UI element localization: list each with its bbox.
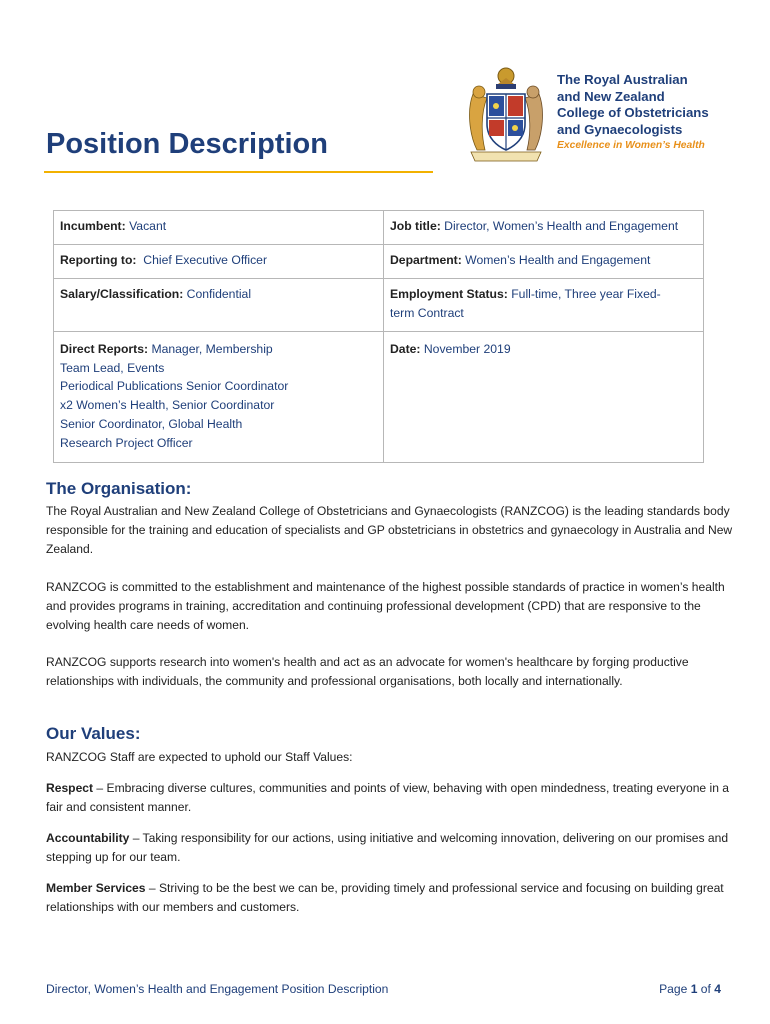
college-crest-logo [463, 64, 549, 164]
department-value: Women’s Health and Engagement [465, 253, 651, 267]
reporting-to-label: Reporting to: [60, 253, 137, 267]
page-number [659, 982, 721, 996]
employment-status-value: Full-time, Three year Fixed- [511, 287, 661, 301]
college-name-line: and New Zealand [557, 88, 665, 104]
value-name: Respect [46, 781, 94, 795]
table-row [54, 279, 703, 332]
page-title: Position Description [46, 128, 328, 160]
value-description: – Striving to be the best we can be, providing timely and professional service and focusing on building great relationships with our members and customers. [46, 881, 724, 915]
value-member-services [46, 879, 736, 917]
organisation-heading: The Organisation: [46, 479, 192, 498]
salary-cell [54, 279, 384, 331]
organisation-paragraph: RANZCOG is committed to the establishment and maintenance of the highest possible standards of practice in women’s health and provides programs in training, accreditation and continuing professional development (CPD) that are responsive to the evolving health care needs of women. [46, 580, 725, 633]
table-row [54, 211, 703, 245]
direct-report-item: Periodical Publications Senior Coordinator [60, 379, 289, 394]
title-underline [44, 171, 433, 173]
value-respect [46, 779, 736, 817]
direct-report-item: x2 Women’s Health, Senior Coordinator [60, 398, 275, 413]
direct-report-item: Team Lead, Events [60, 360, 165, 375]
job-title-cell [384, 211, 703, 244]
table-row [54, 245, 703, 279]
value-description: – Embracing diverse cultures, communities and points of view, behaving with open mindedness, treating everyone in a fair and consistent manner. [46, 781, 730, 815]
page-total: 4 [714, 982, 721, 996]
department-label: Department: [390, 253, 462, 267]
incumbent-label: Incumbent: [60, 219, 126, 233]
page-of: of [700, 982, 711, 996]
college-name-line: College of Obstetricians [557, 105, 709, 120]
footer-document-title: Director, Women’s Health and Engagement Position Description [46, 982, 389, 996]
direct-report-item: Senior Coordinator, Global Health [60, 416, 243, 431]
date-label: Date: [390, 342, 421, 356]
college-name [557, 72, 757, 138]
values-intro: RANZCOG Staff are expected to uphold our Staff Values: [46, 750, 353, 764]
salary-label: Salary/Classification: [60, 287, 184, 301]
date-cell [384, 332, 703, 462]
job-title-value: Director, Women’s Health and Engagement [444, 219, 679, 233]
job-title-label: Job title: [390, 219, 441, 233]
date-value: November 2019 [423, 342, 511, 356]
page-current: 1 [690, 982, 698, 996]
table-row [54, 332, 703, 462]
organisation-paragraph: The Royal Australian and New Zealand College of Obstetricians and Gynaecologists (RANZCOG) is the leading standards body responsible for the training and education of specialists and GP obstetricians in obstetrics and gynaecology in Australia and New Zealand. [46, 504, 733, 557]
position-details-table [53, 210, 704, 463]
employment-status-cell [384, 279, 703, 331]
department-cell [384, 245, 703, 278]
values-heading: Our Values: [46, 724, 141, 743]
direct-report-item: Manager, Membership [151, 342, 273, 356]
incumbent-cell [54, 211, 384, 244]
employment-status-label: Employment Status: [390, 287, 508, 301]
value-name: Accountability [46, 831, 130, 845]
page-word: Page [659, 982, 688, 996]
incumbent-value: Vacant [129, 219, 167, 233]
employment-status-value-cont: term Contract [390, 305, 464, 320]
organisation-paragraph: RANZCOG supports research into women's health and act as an advocate for women's healthcare by forging productive relationships with individuals, the community and professional organisations, both locally and internationally. [46, 655, 689, 689]
value-description: – Taking responsibility for our actions, using initiative and welcoming innovation, delivering on our promises and stepping up for our team. [46, 831, 729, 865]
salary-value: Confidential [186, 287, 252, 301]
reporting-to-cell [54, 245, 384, 278]
college-tagline: Excellence in Women’s Health [557, 140, 705, 151]
college-name-line: The Royal Australian [557, 72, 688, 87]
direct-reports-cell [54, 332, 384, 462]
value-name: Member Services [46, 881, 146, 895]
value-accountability [46, 829, 736, 867]
reporting-to-value: Chief Executive Officer [143, 253, 268, 267]
college-name-line: and Gynaecologists [557, 121, 683, 137]
direct-report-item: Research Project Officer [60, 435, 193, 450]
direct-reports-label: Direct Reports: [60, 342, 149, 356]
